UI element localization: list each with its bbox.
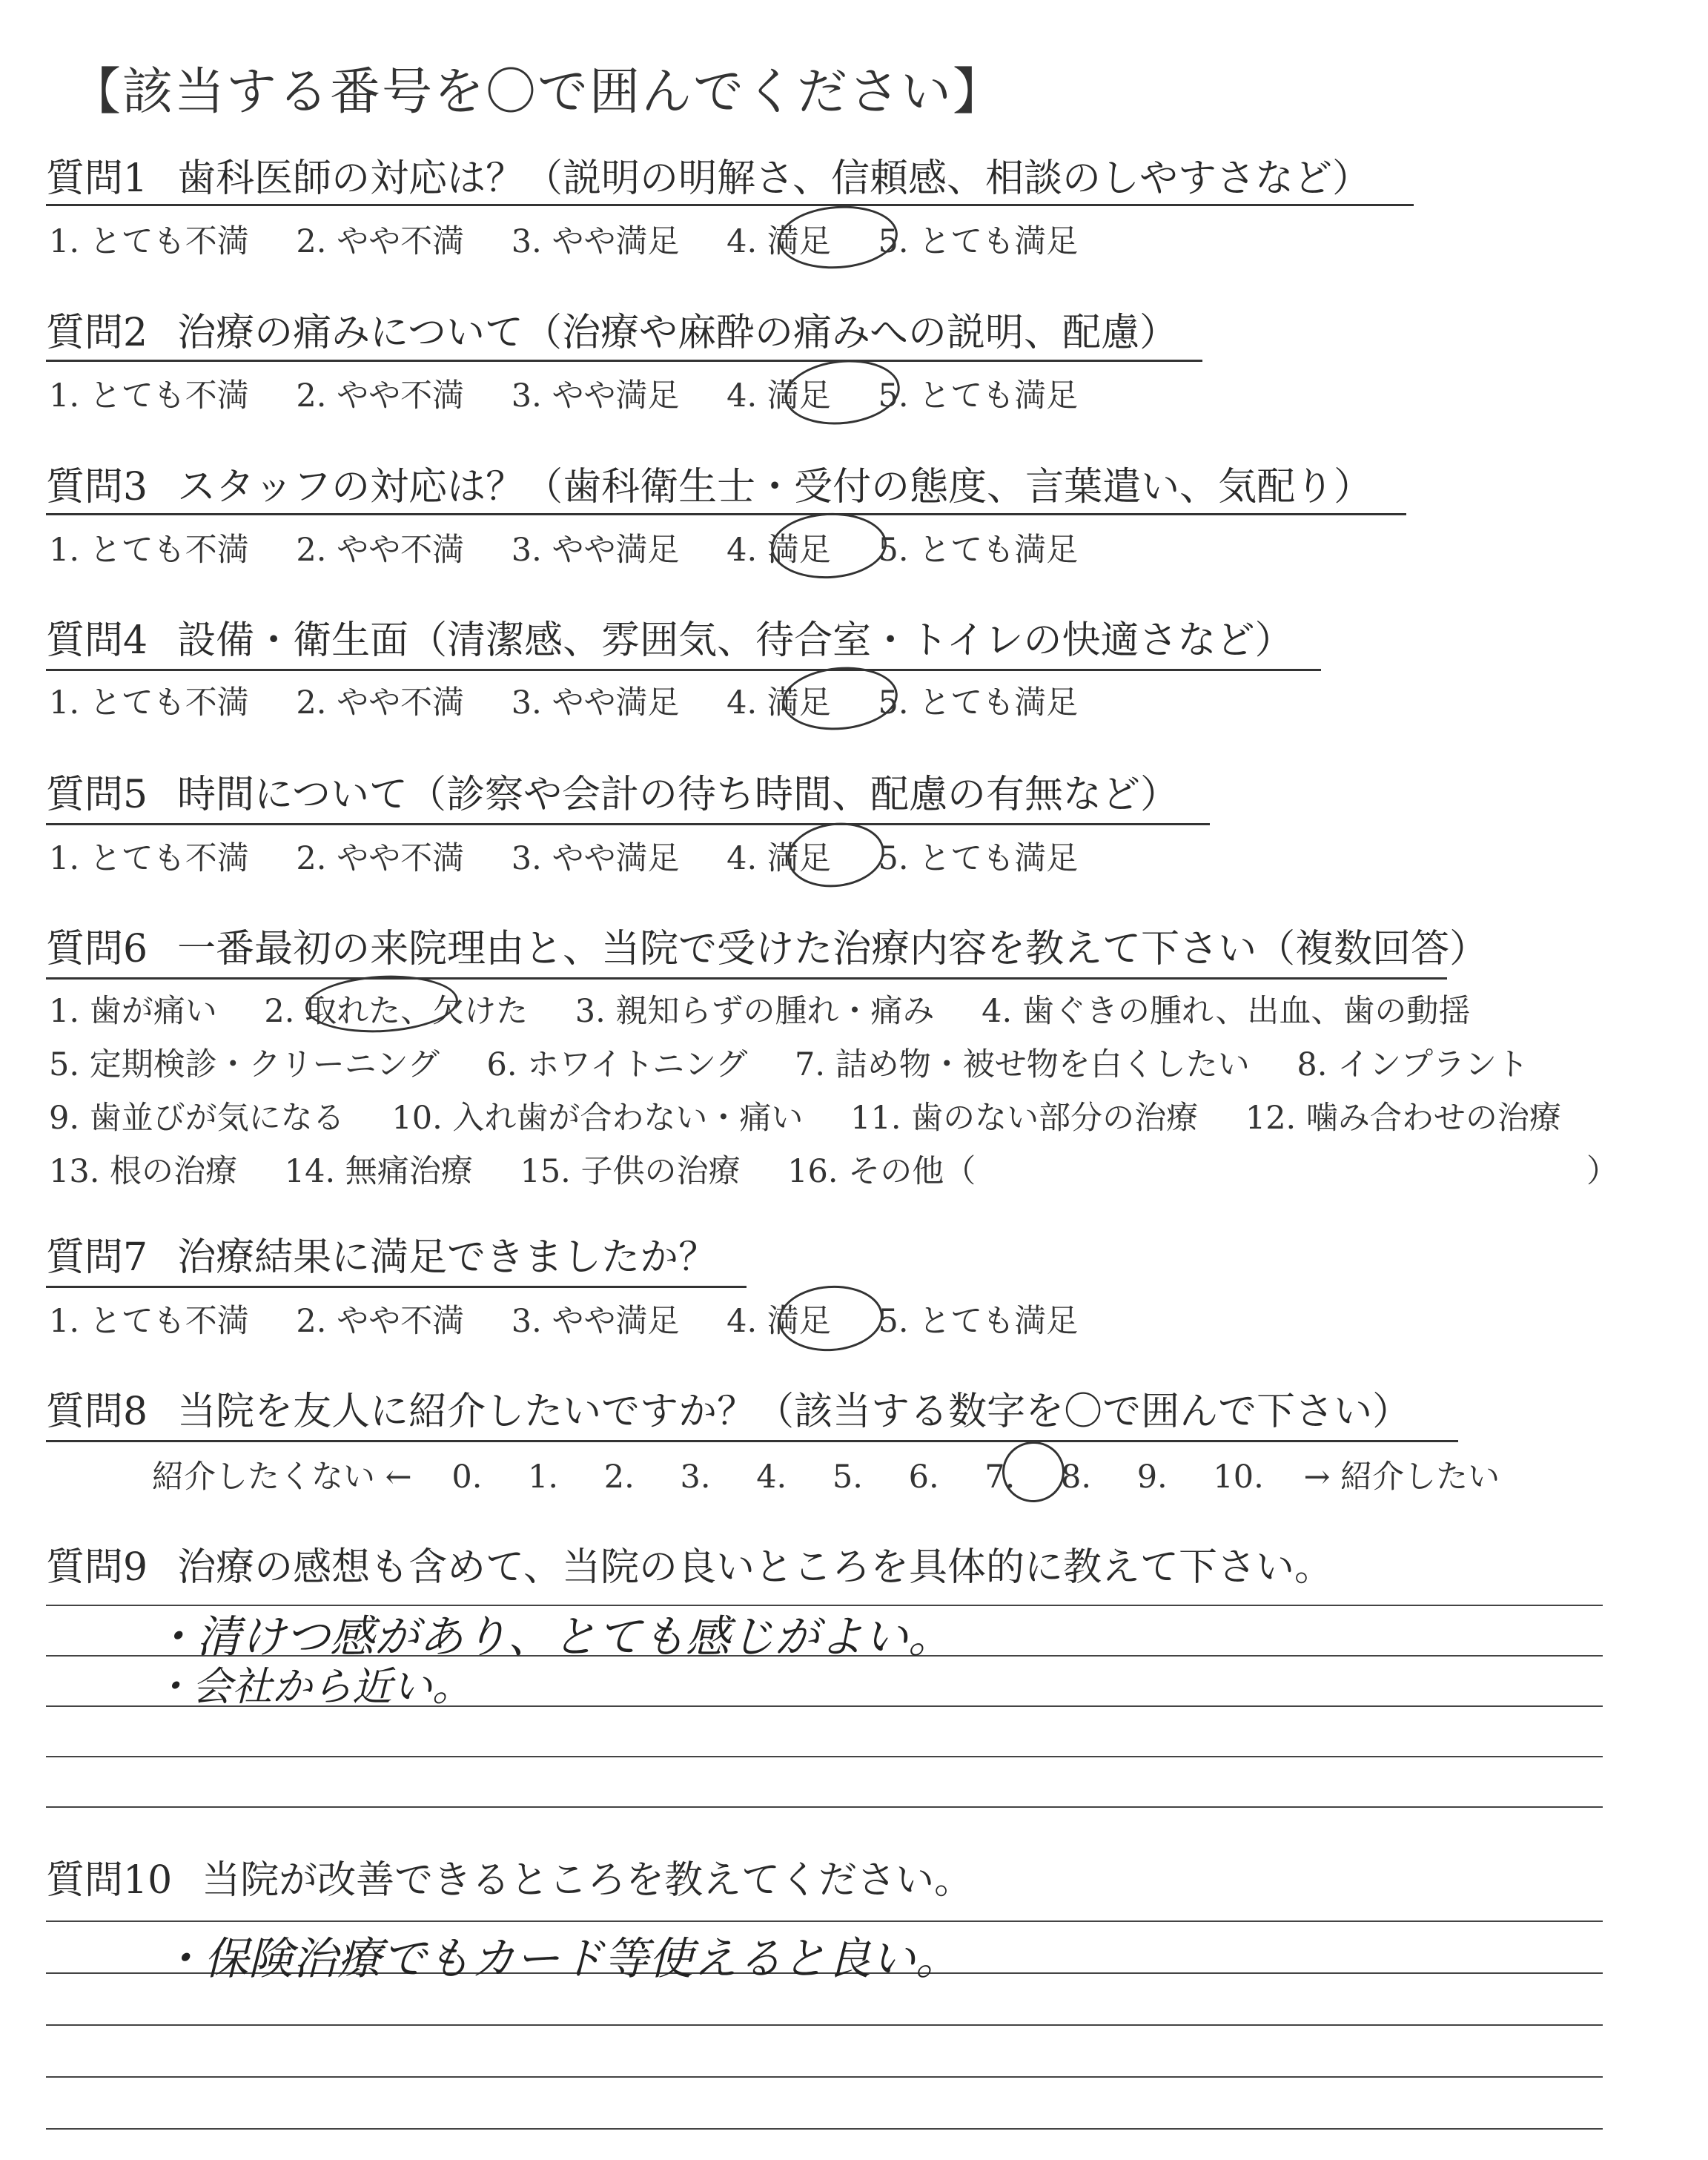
q4-option-5[interactable]: 5. とても満足 xyxy=(878,684,1079,721)
q3-option-5[interactable]: 5. とても満足 xyxy=(878,532,1079,569)
q9-answer-1: ・清けつ感があり、とても感じがよい。 xyxy=(152,1611,953,1663)
q8-text: 当院を友人に紹介したいですか？（該当する数字を〇で囲んで下さい） xyxy=(177,1390,1411,1434)
q7-option-4[interactable]: 4. 満足 xyxy=(726,1303,831,1340)
q4-options xyxy=(49,678,1078,723)
q5-option-3[interactable]: 3. やや満足 xyxy=(511,840,680,877)
q8-left-label: 紹介したくない ← xyxy=(152,1459,412,1496)
q8-option-4[interactable]: 4. xyxy=(756,1459,787,1496)
q2-option-3[interactable]: 3. やや満足 xyxy=(511,377,680,415)
q10-text: 当院が改善できるところを教えてください。 xyxy=(202,1858,973,1903)
q8-option-7[interactable]: 7. xyxy=(984,1459,1016,1496)
page-title: 【該当する番号を〇で囲んでください】 xyxy=(70,63,1005,122)
q8-option-3[interactable]: 3. xyxy=(680,1459,711,1496)
q6-option-4[interactable]: 4. 歯ぐきの腫れ、出血、歯の動揺 xyxy=(982,993,1471,1030)
q7-options xyxy=(49,1296,1078,1341)
q2-option-2[interactable]: 2. やや不満 xyxy=(296,377,465,415)
q3-title xyxy=(46,465,1373,509)
q3-selection-circle xyxy=(769,510,888,581)
q9-text: 治療の感想も含めて、当院の良いところを具体的に教えて下さい。 xyxy=(177,1545,1334,1590)
q8-option-9[interactable]: 9. xyxy=(1136,1459,1168,1496)
q5-option-1[interactable]: 1. とても不満 xyxy=(49,840,249,877)
q1-option-4[interactable]: 4. 満足 xyxy=(726,223,831,260)
q10-rule-4 xyxy=(46,2076,1603,2078)
q7-label: 質問7 xyxy=(46,1235,148,1280)
q4-title xyxy=(46,618,1294,663)
q7-option-2[interactable]: 2. やや不満 xyxy=(296,1303,465,1340)
q1-title xyxy=(46,156,1371,201)
q8-right-label: → 紹介したい xyxy=(1303,1459,1500,1496)
q1-option-2[interactable]: 2. やや不満 xyxy=(296,223,465,260)
q5-option-2[interactable]: 2. やや不満 xyxy=(296,840,465,877)
q5-label: 質問5 xyxy=(46,773,148,817)
q6-label: 質問6 xyxy=(46,927,148,971)
q8-scale xyxy=(152,1452,1500,1497)
q4-option-2[interactable]: 2. やや不満 xyxy=(296,684,465,721)
q2-option-1[interactable]: 1. とても不満 xyxy=(49,377,249,415)
q1-selection-circle xyxy=(776,202,899,272)
q1-options xyxy=(49,217,1078,262)
q8-option-8[interactable]: 8. xyxy=(1061,1459,1092,1496)
q6-option-10[interactable]: 10. 入れ歯が合わない・痛い xyxy=(391,1100,804,1137)
q4-option-3[interactable]: 3. やや満足 xyxy=(511,684,680,721)
q1-option-5[interactable]: 5. とても満足 xyxy=(878,223,1079,260)
q6-row-4 xyxy=(49,1146,976,1192)
q5-selection-circle xyxy=(784,817,888,892)
q7-selection-circle xyxy=(776,1282,885,1355)
q6-option-9[interactable]: 9. 歯並びが気になる xyxy=(49,1100,345,1137)
q6-option-12[interactable]: 12. 噛み合わせの治療 xyxy=(1245,1100,1561,1137)
q10-rule-5 xyxy=(46,2128,1603,2130)
q8-title xyxy=(46,1390,1411,1434)
q2-underline xyxy=(46,360,1202,362)
q6-text: 一番最初の来院理由と、当院で受けた治療内容を教えて下さい（複数回答） xyxy=(177,927,1489,971)
q1-option-3[interactable]: 3. やや満足 xyxy=(511,223,680,260)
q6-option-3[interactable]: 3. 親知らずの腫れ・痛み xyxy=(575,993,935,1030)
q3-option-1[interactable]: 1. とても不満 xyxy=(49,532,249,569)
q1-underline xyxy=(46,204,1414,206)
q9-rule-5 xyxy=(46,1806,1603,1808)
q5-text: 時間について（診察や会計の待ち時間、配慮の有無など） xyxy=(177,773,1179,817)
q8-option-0[interactable]: 0. xyxy=(451,1459,483,1496)
q6-option-8[interactable]: 8. インプラント xyxy=(1297,1046,1529,1083)
q2-label: 質問2 xyxy=(46,311,148,355)
q5-underline xyxy=(46,823,1210,825)
q6-row-2 xyxy=(49,1040,1529,1085)
q7-title xyxy=(46,1235,718,1280)
q6-option-1[interactable]: 1. 歯が痛い xyxy=(49,993,217,1030)
q3-options xyxy=(49,525,1078,570)
q9-label: 質問9 xyxy=(46,1545,148,1590)
q7-underline xyxy=(46,1286,747,1288)
q3-option-4[interactable]: 4. 満足 xyxy=(726,532,831,569)
q6-option-15[interactable]: 15. 子供の治療 xyxy=(520,1153,741,1190)
q8-option-2[interactable]: 2. xyxy=(603,1459,635,1496)
q1-text: 歯科医師の対応は？（説明の明解さ、信頼感、相談のしやすさなど） xyxy=(177,156,1371,201)
q6-option-13[interactable]: 13. 根の治療 xyxy=(49,1153,238,1190)
q3-option-3[interactable]: 3. やや満足 xyxy=(511,532,680,569)
q9-title xyxy=(46,1545,1334,1590)
q7-text: 治療結果に満足できましたか？ xyxy=(177,1235,718,1280)
q5-title xyxy=(46,773,1179,817)
q10-label: 質問10 xyxy=(46,1858,173,1903)
q2-option-5[interactable]: 5. とても満足 xyxy=(878,377,1079,415)
q5-option-5[interactable]: 5. とても満足 xyxy=(878,840,1079,877)
q7-option-1[interactable]: 1. とても不満 xyxy=(49,1303,249,1340)
q6-title xyxy=(46,927,1489,971)
q9-answer-2: ・会社から近い。 xyxy=(152,1663,472,1710)
q6-underline xyxy=(46,977,1447,980)
q10-title xyxy=(46,1858,973,1903)
q9-rule-4 xyxy=(46,1756,1603,1757)
q6-option-6[interactable]: 6. ホワイトニング xyxy=(486,1046,748,1083)
q8-option-6[interactable]: 6. xyxy=(908,1459,939,1496)
q2-text: 治療の痛みについて（治療や麻酔の痛みへの説明、配慮） xyxy=(177,311,1179,355)
q5-option-4[interactable]: 4. 満足 xyxy=(726,840,831,877)
q3-text: スタッフの対応は？（歯科衛生士・受付の態度、言葉遣い、気配り） xyxy=(177,465,1373,509)
q4-label: 質問4 xyxy=(46,618,148,663)
q1-option-1[interactable]: 1. とても不満 xyxy=(49,223,249,260)
q6-option-14[interactable]: 14. 無痛治療 xyxy=(284,1153,473,1190)
q8-option-1[interactable]: 1. xyxy=(528,1459,559,1496)
q4-selection-circle xyxy=(780,662,901,734)
q2-title xyxy=(46,311,1179,355)
q2-selection-circle xyxy=(781,354,903,430)
q5-options xyxy=(49,833,1078,879)
q4-option-1[interactable]: 1. とても不満 xyxy=(49,684,249,721)
q7-option-5[interactable]: 5. とても満足 xyxy=(878,1303,1079,1340)
q6-option-16[interactable]: 16. その他（ xyxy=(787,1153,976,1190)
q8-underline xyxy=(46,1440,1458,1442)
q6-option-5[interactable]: 5. 定期検診・クリーニング xyxy=(49,1046,440,1083)
q4-option-4[interactable]: 4. 満足 xyxy=(726,684,831,721)
q4-text: 設備・衛生面（清潔感、雰囲気、待合室・トイレの快適さなど） xyxy=(177,618,1294,663)
q3-label: 質問3 xyxy=(46,465,148,509)
q10-answer-1: ・保険治療でもカード等使えると良い。 xyxy=(159,1933,960,1985)
q2-option-4[interactable]: 4. 満足 xyxy=(726,377,831,415)
q2-options xyxy=(49,371,1078,416)
q8-option-5[interactable]: 5. xyxy=(832,1459,863,1496)
q8-option-10[interactable]: 10. xyxy=(1213,1459,1264,1496)
q6-option-2[interactable]: 2. 取れた、欠けた xyxy=(264,993,529,1030)
q3-underline xyxy=(46,513,1406,515)
q3-option-2[interactable]: 2. やや不満 xyxy=(296,532,465,569)
q1-label: 質問1 xyxy=(46,156,148,201)
q6-option-11[interactable]: 11. 歯のない部分の治療 xyxy=(850,1100,1199,1137)
q8-label: 質問8 xyxy=(46,1390,148,1434)
q6-row-3 xyxy=(49,1093,1561,1138)
q6-row-1 xyxy=(49,986,1470,1031)
q10-rule-1 xyxy=(46,1920,1603,1922)
q6-other-close-paren: ） xyxy=(1586,1153,1618,1190)
q4-underline xyxy=(46,669,1321,671)
q10-rule-3 xyxy=(46,2024,1603,2026)
q7-option-3[interactable]: 3. やや満足 xyxy=(511,1303,680,1340)
q6-option-7[interactable]: 7. 詰め物・被せ物を白くしたい xyxy=(795,1046,1250,1083)
